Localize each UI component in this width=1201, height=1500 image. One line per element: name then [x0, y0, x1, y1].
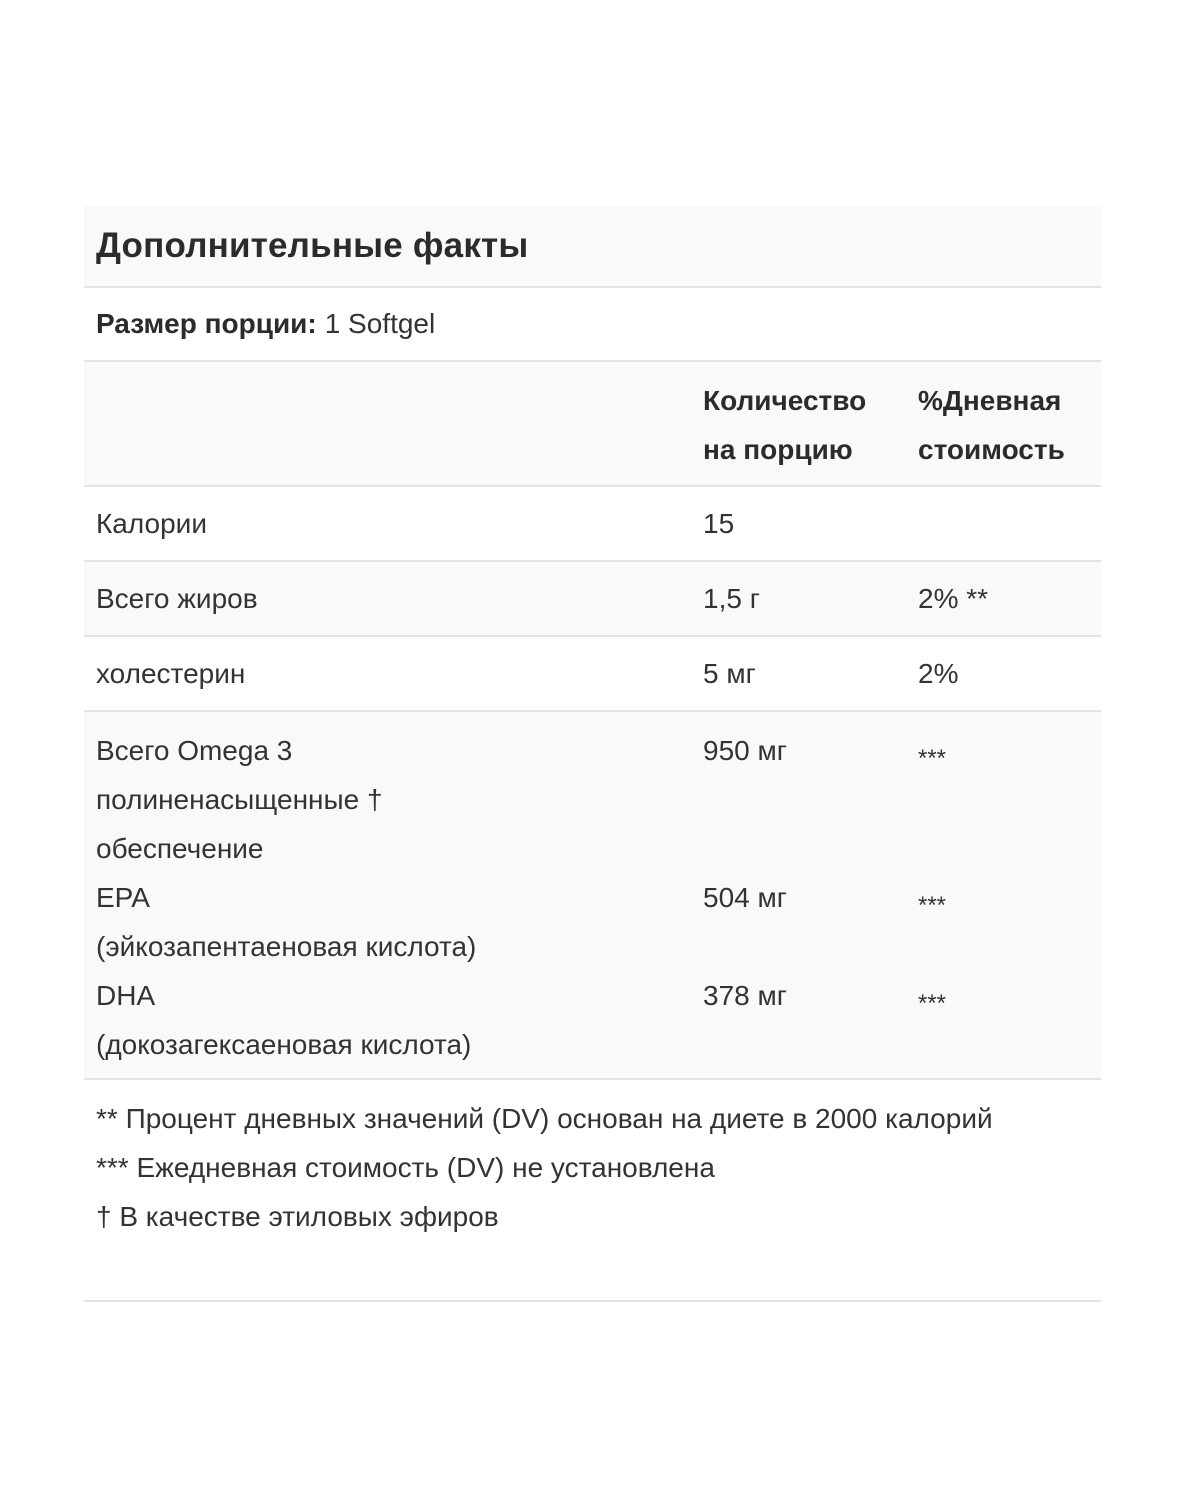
epa-amount: 504 мг [703, 882, 787, 913]
footnote-dv-not-established: *** Ежедневная стоимость (DV) не установлена [96, 1152, 715, 1183]
epa-name-line1: EPA [96, 882, 150, 913]
dv-header-line1: %Дневная [918, 385, 1062, 416]
table-row-calories [84, 487, 1101, 562]
serving-size-row [84, 288, 1101, 362]
dv-header-line2: стоимость [918, 434, 1065, 465]
amount-column-header [703, 376, 866, 474]
row-name: Всего жиров [96, 583, 258, 614]
row-amount: 15 [703, 508, 735, 539]
facts-header [84, 206, 1101, 288]
epa-name-line2: (эйкозапентаеновая кислота) [96, 931, 477, 962]
dha-name-line1: DHA [96, 980, 156, 1011]
omega3-dv: *** [918, 745, 947, 772]
footnote-ethyl-esters: † В качестве этиловых эфиров [96, 1201, 499, 1232]
table-row-total-fat [84, 562, 1101, 637]
epa-dv: *** [918, 892, 947, 919]
dha-name [96, 971, 471, 1069]
dha-dv: *** [918, 990, 947, 1017]
row-amount: 1,5 г [703, 583, 760, 614]
omega3-name-line3: обеспечение [96, 833, 264, 864]
table-row-cholesterol [84, 637, 1101, 712]
row-dv: 2% [918, 658, 959, 689]
serving-size-label: Размер порции: [96, 308, 317, 339]
row-name: Калории [96, 508, 207, 539]
omega3-name-line1: Всего Omega 3 [96, 735, 293, 766]
dv-column-header [918, 376, 1065, 474]
omega3-name [96, 726, 383, 873]
omega3-amount: 950 мг [703, 735, 787, 766]
footnotes [84, 1080, 1101, 1302]
row-dv: 2% ** [918, 583, 989, 614]
serving-size-value: 1 Softgel [324, 308, 436, 339]
supplement-facts-table [84, 206, 1101, 1302]
footnote-dv-basis: ** Процент дневных значений (DV) основан на диете в 2000 калорий [96, 1103, 993, 1134]
amount-header-line1: Количество [703, 385, 867, 416]
dha-item [84, 957, 1101, 1060]
dha-name-line2: (докозагексаеновая кислота) [96, 1029, 472, 1060]
facts-title: Дополнительные факты [96, 226, 529, 265]
column-headers-row [84, 362, 1101, 487]
row-amount: 5 мг [703, 658, 756, 689]
table-row-omega3 [84, 712, 1101, 1080]
omega3-item [84, 712, 1101, 864]
omega3-name-line2: полиненасыщенные † [96, 784, 383, 815]
row-name: холестерин [96, 658, 246, 689]
amount-header-line2: на порцию [703, 434, 853, 465]
epa-item [84, 859, 1101, 962]
dha-amount: 378 мг [703, 980, 787, 1011]
